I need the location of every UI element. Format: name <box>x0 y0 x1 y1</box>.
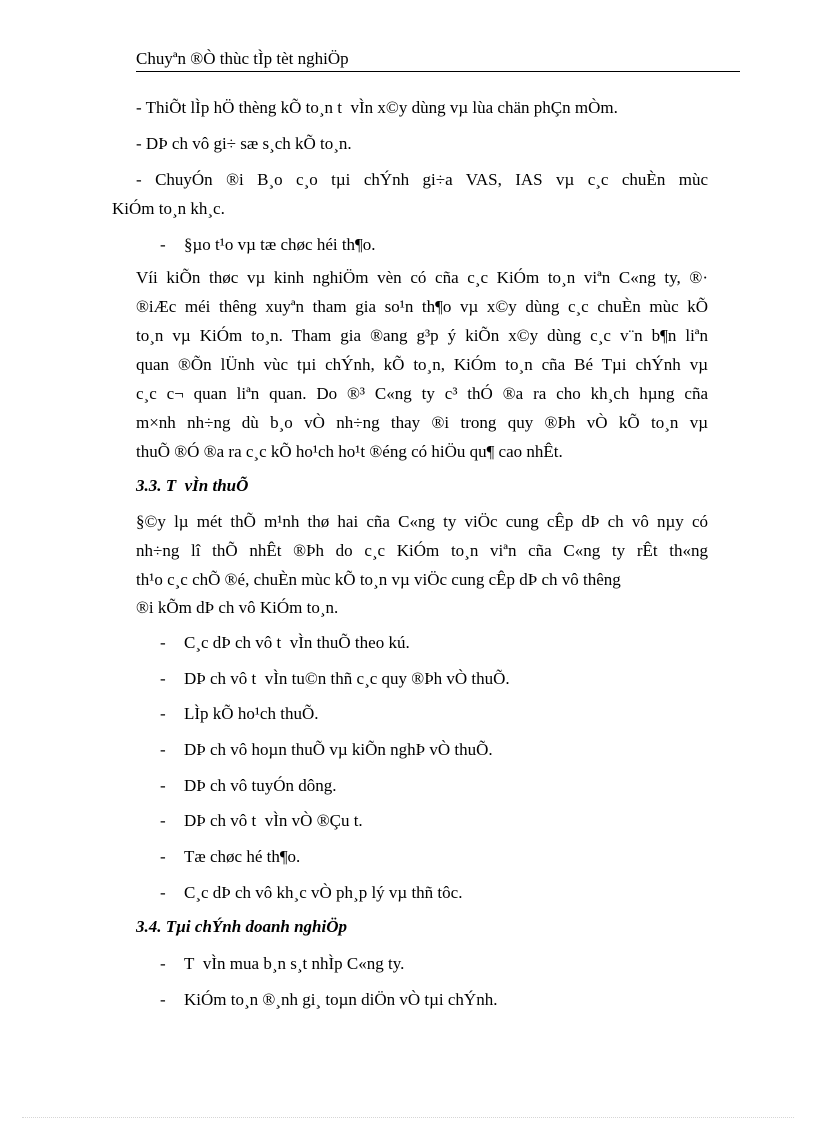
bullet-marker: - <box>160 954 166 973</box>
bullet-item: KiÓm to¸n ®¸nh gi¸ toµn diÖn vÒ tµi chÝnh. <box>184 990 498 1009</box>
paragraph-line: th¹o c¸c chÕ ®é, chuÈn mùc kÕ to¸n vµ viÖc cung cÊp dÞ ch vô thêng <box>136 570 621 589</box>
paragraph-line: KiÓm to¸n kh¸c. <box>112 199 225 218</box>
paragraph-line: ®iÆc méi thêng xuyªn tham gia so¹n th¶o vµ x©y dùng c¸c chuÈn mùc kÕ <box>136 297 708 316</box>
bullet-marker: - <box>160 776 166 795</box>
paragraph-line: - ChuyÓn ®i B¸o c¸o tµi chÝnh gi÷a VAS, IAS vµ c¸c chuÈn mùc <box>136 170 708 189</box>
bullet-marker: - <box>160 633 166 652</box>
paragraph-line: §©y lµ mét thÕ m¹nh thø hai cña C«ng ty viÖc cung cÊp dÞ ch vô nµy có <box>136 512 708 531</box>
bullet-item: LÌp kÕ ho¹ch thuÕ. <box>184 704 319 723</box>
bullet-item: §µo t¹o vµ tæ chøc héi th¶o. <box>184 235 376 254</box>
bullet-item: DÞ ch vô tuyÓn dông. <box>184 776 337 795</box>
bullet-marker: - <box>160 990 166 1009</box>
section-heading-3-4: 3.4. Tµi chÝnh doanh nghiÖp <box>136 917 348 936</box>
paragraph-line: c¸c c¬ quan liªn quan. Do ®³ C«ng ty c³ thÓ ®a ra cho kh¸ch hµng cña <box>136 384 708 403</box>
paragraph-line: quan ®Õn lÜnh vùc tµi chÝnh, kÕ to¸n, KiÓm to¸n cña Bé Tµi chÝnh vµ <box>136 355 708 374</box>
bullet-marker: - <box>160 811 166 830</box>
paragraph-line: - DÞ ch vô gi÷ sæ s¸ch kÕ to¸n. <box>136 134 352 153</box>
paragraph-line: nh÷ng lî thÕ nhÊt ®Þh do c¸c KiÓm to¸n viªn cña C«ng ty rÊt th«ng <box>136 541 708 560</box>
page-bottom-divider <box>22 1117 794 1118</box>
bullet-marker: - <box>160 704 166 723</box>
page-header: Chuyªn ®Ò thùc tÌp tèt nghiÖp <box>136 46 740 72</box>
bullet-item: C¸c dÞ ch vô t vÌn thuÕ theo kú. <box>184 633 410 652</box>
paragraph-line: m×nh nh÷ng dù b¸o vÒ nh÷ng thay ®i trong quy ®Þh vÒ kÕ to¸n vµ <box>136 413 708 432</box>
bullet-item: Tæ chøc hé th¶o. <box>184 847 301 866</box>
bullet-item: C¸c dÞ ch vô kh¸c vÒ ph¸p lý vµ thñ tôc. <box>184 883 463 902</box>
bullet-marker: - <box>160 235 166 254</box>
paragraph-line: - ThiÕt lÌp hÖ thèng kÕ to¸n t vÌn x©y dùng vµ lùa chän phÇn mÒm. <box>136 98 618 117</box>
bullet-marker: - <box>160 740 166 759</box>
paragraph-line: ®i kÕm dÞ ch vô KiÓm to¸n. <box>136 598 339 617</box>
bullet-item: T vÌn mua b¸n s¸t nhÌp C«ng ty. <box>184 954 405 973</box>
bullet-item: DÞ ch vô t vÌn vÒ ®Çu t. <box>184 811 363 830</box>
paragraph-line: Víi kiÕn thøc vµ kinh nghiÖm vèn có cña c¸c KiÓm to¸n viªn C«ng ty, ®· <box>136 268 708 287</box>
bullet-marker: - <box>160 669 166 688</box>
paragraph-line: to¸n vµ KiÓm to¸n. Tham gia ®ang g³p ý kiÕn x©y dùng c¸c v¨n b¶n liªn <box>136 326 708 345</box>
section-heading-3-3: 3.3. T vÌn thuÕ <box>136 476 249 495</box>
bullet-marker: - <box>160 883 166 902</box>
bullet-item: DÞ ch vô t vÌn tu©n thñ c¸c quy ®Þh vÒ thuÕ. <box>184 669 510 688</box>
bullet-marker: - <box>160 847 166 866</box>
bullet-item: DÞ ch vô hoµn thuÕ vµ kiÕn nghÞ vÒ thuÕ. <box>184 740 493 759</box>
paragraph-line: thuÕ ®Ó ®a ra c¸c kÕ ho¹ch ho¹t ®éng có hiÖu qu¶ cao nhÊt. <box>136 442 563 461</box>
